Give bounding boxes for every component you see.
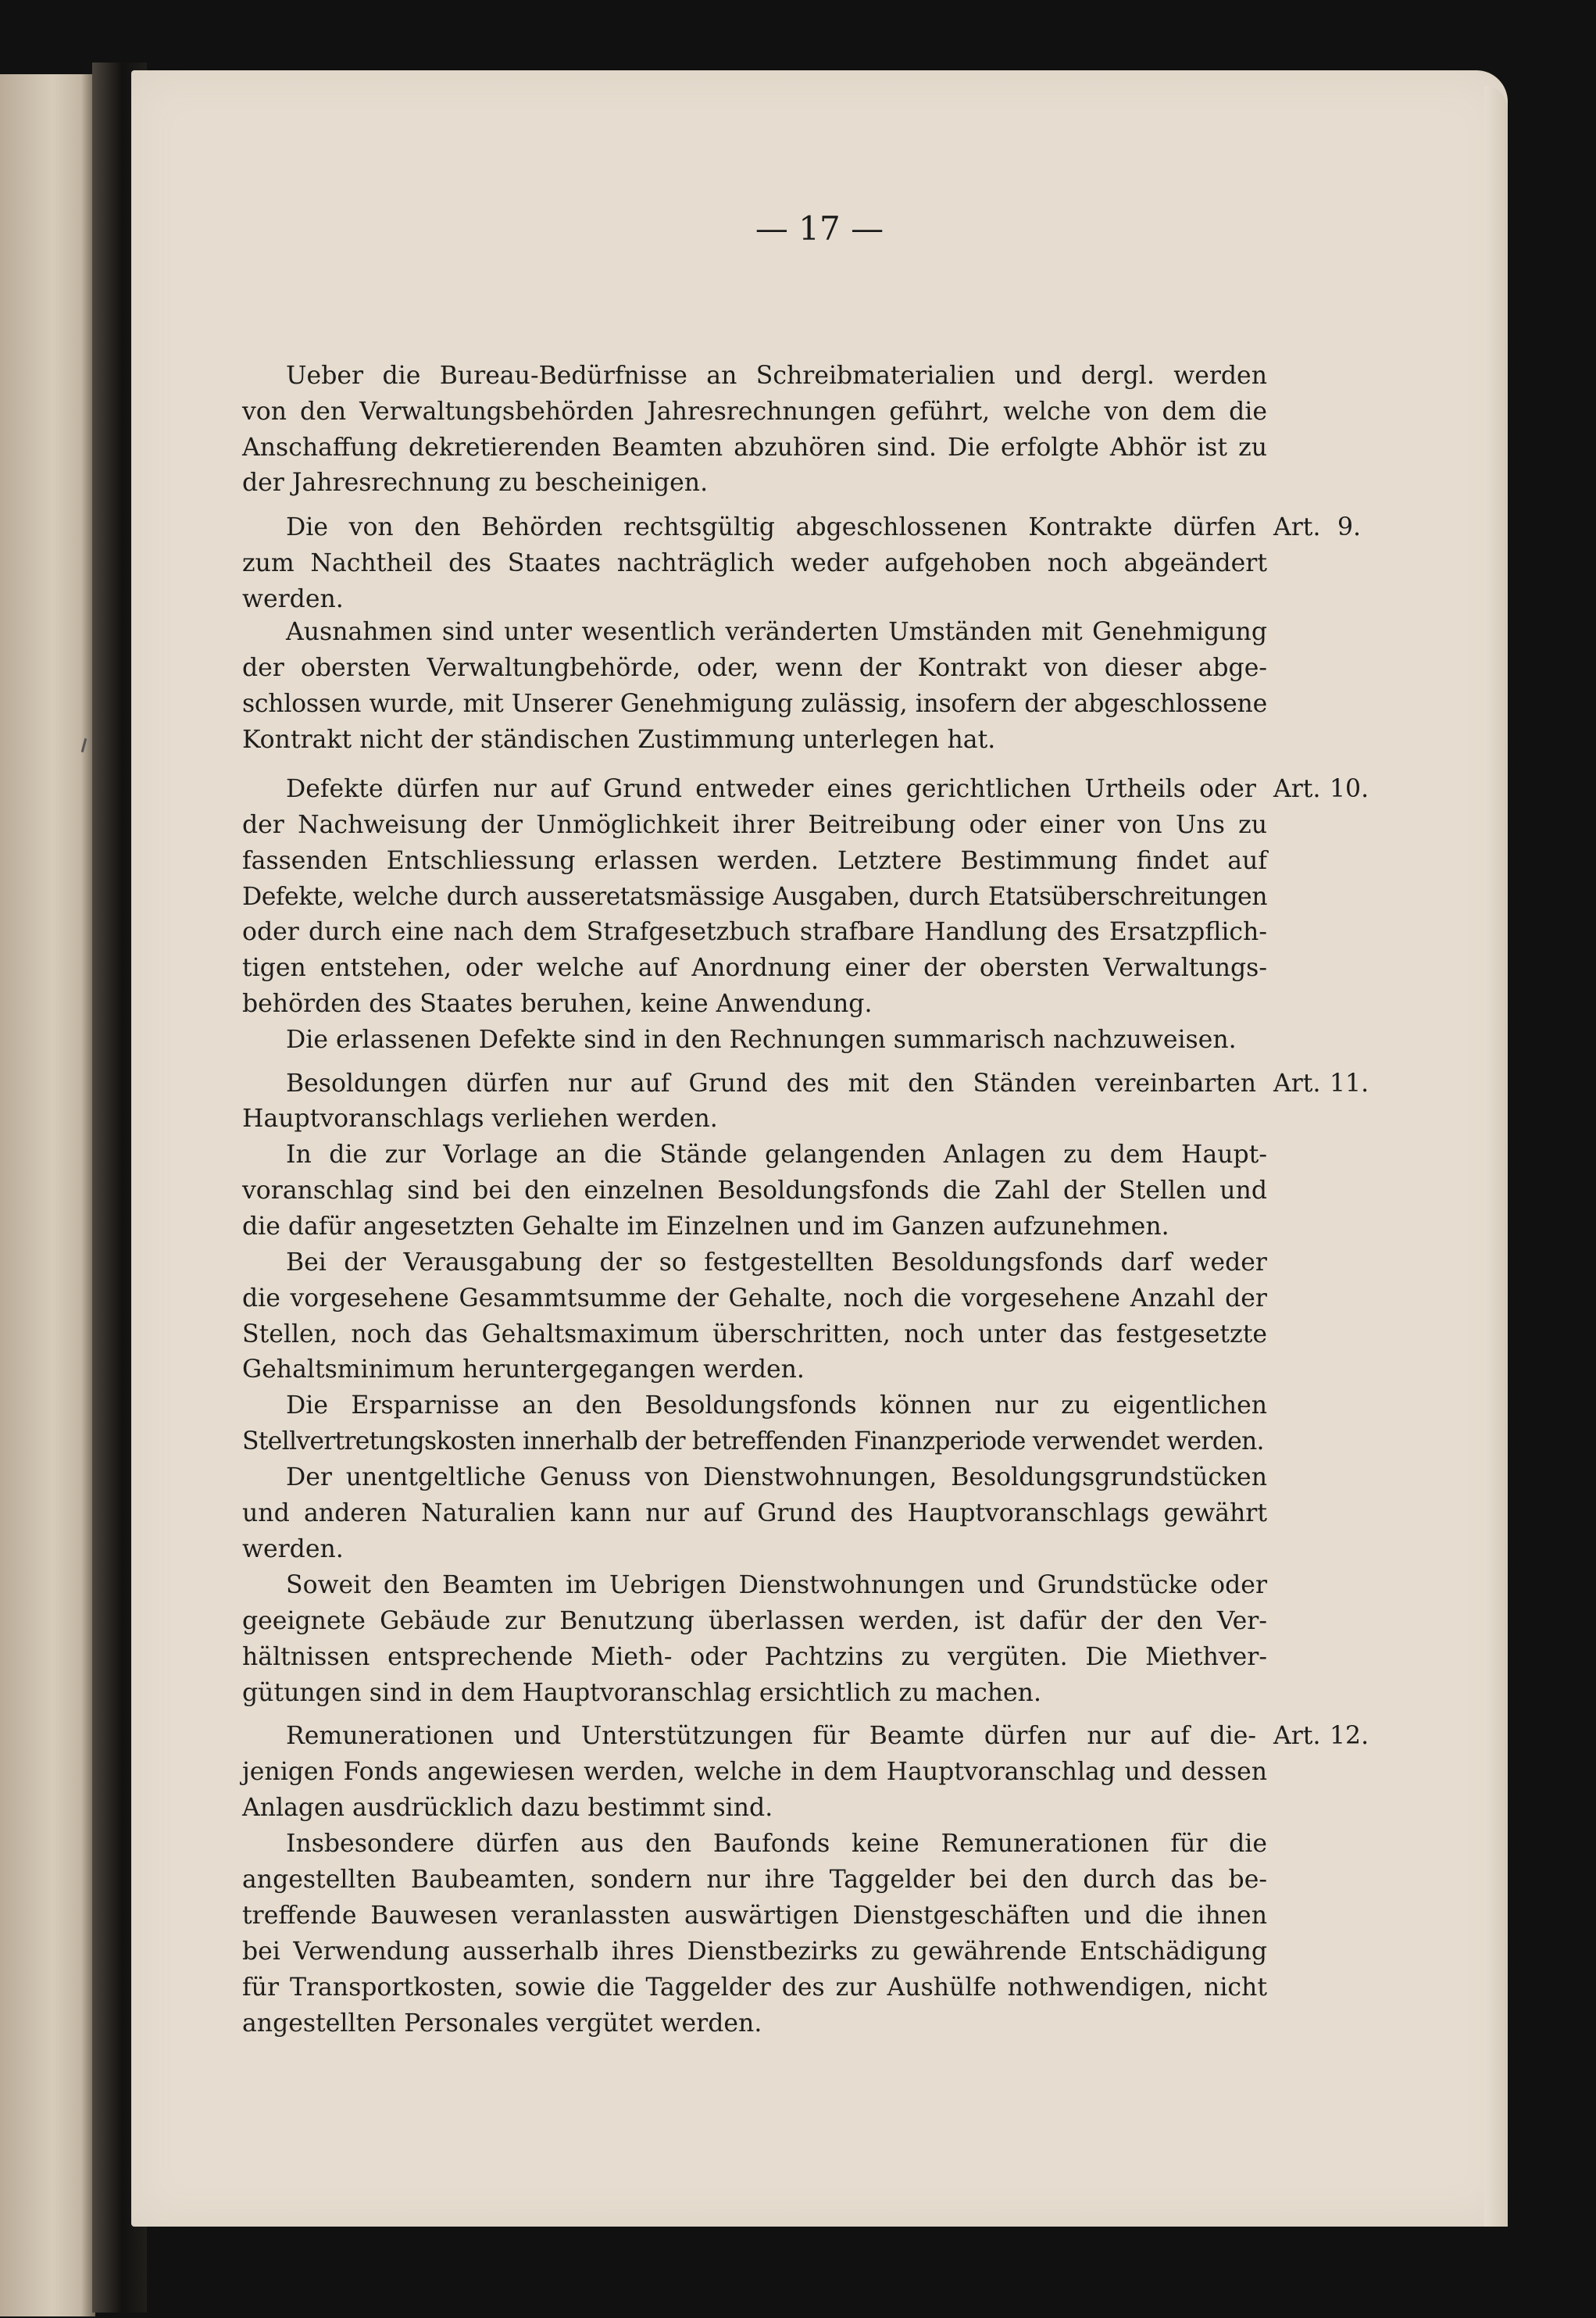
article-number: 10. — [1330, 775, 1369, 803]
text-line: fassenden Entschliessung erlassen werden. Letztere Bestimmung findet auf — [242, 847, 1267, 875]
text-line: werden. — [242, 1535, 344, 1563]
article-number: 11. — [1330, 1070, 1369, 1098]
text-line: Remunerationen und Unterstützungen für Beamte dürfen nur auf die- — [286, 1722, 1256, 1750]
text-line: treffende Bauwesen veranlassten auswärtigen Dienstgeschäften und die ihnen — [242, 1902, 1267, 1930]
text-line: Stellvertretungskosten innerhalb der betreffenden Finanzperiode verwendet werden. — [242, 1427, 1264, 1455]
text-line: der Nachweisung der Unmöglichkeit ihrer Beitreibung oder einer von Uns zu — [242, 811, 1267, 839]
article-label: Art. — [1273, 1070, 1321, 1098]
text-line: zum Nachtheil des Staates nachträglich weder aufgehoben noch abgeändert — [242, 549, 1267, 577]
text-line: Insbesondere dürfen aus den Baufonds keine Remunerationen für die — [286, 1830, 1267, 1858]
text-line: behörden des Staates beruhen, keine Anwendung. — [242, 990, 873, 1018]
article-number: 9. — [1337, 513, 1362, 541]
text-line: Defekte dürfen nur auf Grund entweder eines gerichtlichen Urtheils oder — [286, 775, 1256, 803]
text-line: In die zur Vorlage an die Stände gelangenden Anlagen zu dem Haupt- — [286, 1141, 1267, 1169]
article-marker-12 — [1273, 1722, 1369, 1750]
text-line: Kontrakt nicht der ständischen Zustimmung unterlegen hat. — [242, 726, 996, 754]
text-line: geeignete Gebäude zur Benutzung überlassen werden, ist dafür der den Ver- — [242, 1607, 1267, 1635]
article-marker-11 — [1273, 1070, 1369, 1098]
text-line: oder durch eine nach dem Strafgesetzbuch strafbare Handlung des Ersatzpflich- — [242, 918, 1267, 946]
article-marker-9 — [1273, 513, 1362, 541]
text-line: Anlagen ausdrücklich dazu bestimmt sind. — [242, 1794, 773, 1822]
text-line: jenigen Fonds angewiesen werden, welche in dem Hauptvoranschlag und dessen — [242, 1758, 1267, 1786]
text-line: Die erlassenen Defekte sind in den Rechnungen summarisch nachzuweisen. — [286, 1026, 1237, 1054]
text-line: Bei der Verausgabung der so festgestellten Besoldungsfonds darf weder — [286, 1248, 1267, 1277]
text-line: tigen entstehen, oder welche auf Anordnung einer der obersten Verwaltungs- — [242, 954, 1267, 982]
page-number: — 17 — — [755, 209, 884, 248]
text-line: der Jahresrechnung zu bescheinigen. — [242, 469, 709, 497]
text-line: die vorgesehene Gesammtsumme der Gehalte, noch die vorgesehene Anzahl der — [242, 1284, 1267, 1313]
text-line: Der unentgeltliche Genuss von Dienstwohnungen, Besoldungsgrundstücken — [286, 1463, 1267, 1491]
text-line: Die Ersparnisse an den Besoldungsfonds können nur zu eigentlichen — [286, 1391, 1267, 1420]
article-number: 12. — [1330, 1722, 1369, 1750]
text-line: bei Verwendung ausserhalb ihres Dienstbezirks zu gewährende Entschädigung — [242, 1938, 1267, 1966]
text-line: von den Verwaltungsbehörden Jahresrechnungen geführt, welche von dem die — [242, 398, 1267, 426]
page-edge-shadow — [1484, 86, 1508, 2227]
article-label: Art. — [1273, 513, 1321, 541]
text-line: angestellten Personales vergütet werden. — [242, 2009, 762, 2038]
article-label: Art. — [1273, 1722, 1321, 1750]
text-line: Ausnahmen sind unter wesentlich veränderten Umständen mit Genehmigung — [286, 618, 1267, 646]
text-line: Defekte, welche durch ausseretatsmässige Ausgaben, durch Etatsüberschreitungen — [242, 883, 1267, 911]
text-line: Ueber die Bureau-Bedürfnisse an Schreibmaterialien und dergl. werden — [286, 362, 1267, 390]
text-line: Gehaltsminimum heruntergegangen werden. — [242, 1355, 805, 1384]
text-line: Soweit den Beamten im Uebrigen Dienstwohnungen und Grundstücke oder — [286, 1571, 1267, 1599]
text-line: Die von den Behörden rechtsgültig abgeschlossenen Kontrakte dürfen — [286, 513, 1256, 541]
text-line: und anderen Naturalien kann nur auf Grund des Hauptvoranschlags gewährt — [242, 1499, 1267, 1527]
text-line: hältnissen entsprechende Mieth- oder Pachtzins zu vergüten. Die Miethver- — [242, 1643, 1267, 1671]
text-line: Stellen, noch das Gehaltsmaximum überschritten, noch unter das festgesetzte — [242, 1320, 1267, 1348]
article-marker-10 — [1273, 775, 1369, 803]
text-line: schlossen wurde, mit Unserer Genehmigung zulässig, insofern der abgeschlossene — [242, 690, 1267, 718]
facing-page-edge — [0, 74, 95, 2316]
text-line: gütungen sind in dem Hauptvoranschlag ersichtlich zu machen. — [242, 1679, 1041, 1707]
text-line: Hauptvoranschlags verliehen werden. — [242, 1105, 718, 1133]
text-line: angestellten Baubeamten, sondern nur ihre Taggelder bei den durch das be- — [242, 1866, 1267, 1894]
text-line: voranschlag sind bei den einzelnen Besoldungsfonds die Zahl der Stellen und — [242, 1177, 1267, 1205]
article-label: Art. — [1273, 775, 1321, 803]
text-line: für Transportkosten, sowie die Taggelder des zur Aushülfe nothwendigen, nicht — [242, 1973, 1267, 2002]
text-line: Besoldungen dürfen nur auf Grund des mit den Ständen vereinbarten — [286, 1070, 1256, 1098]
text-line: werden. — [242, 585, 344, 613]
text-line: der obersten Verwaltungbehörde, oder, wenn der Kontrakt von dieser abge- — [242, 654, 1267, 682]
book-page — [131, 70, 1508, 2227]
text-line: die dafür angesetzten Gehalte im Einzelnen und im Ganzen aufzunehmen. — [242, 1213, 1169, 1241]
text-line: Anschaffung dekretierenden Beamten abzuhören sind. Die erfolgte Abhör ist zu — [242, 434, 1267, 462]
